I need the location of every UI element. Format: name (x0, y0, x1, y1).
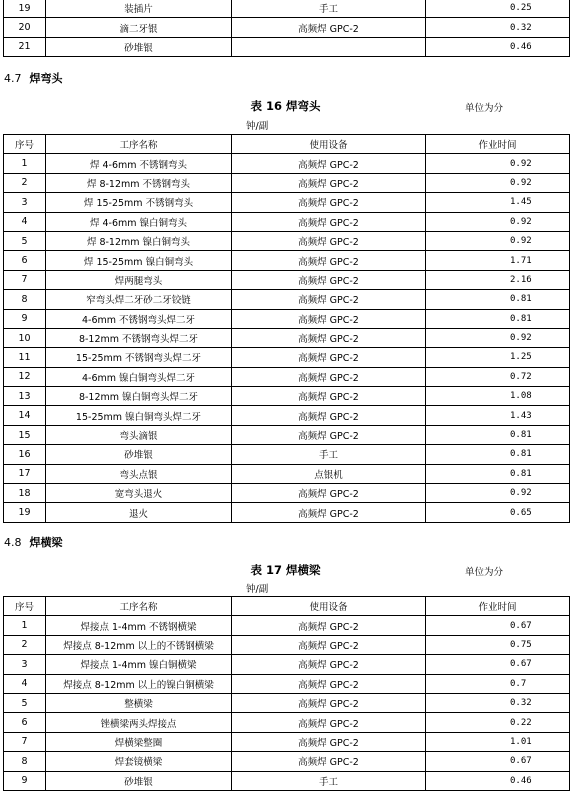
cell-equipment: 高频焊 GPC-2 (232, 503, 426, 522)
cell-no: 2 (4, 173, 46, 192)
cell-equipment: 高频焊 GPC-2 (232, 173, 426, 192)
table-row (4, 251, 570, 270)
table-16-caption: 表 16 焊弯头 (250, 99, 321, 113)
cell-process: 焊 15-25mm 不锈钢弯头 (46, 193, 232, 212)
cell-process: 15-25mm 不锈钢弯头焊二牙 (46, 348, 232, 367)
table-16-body (4, 154, 570, 522)
cell-equipment: 高频焊 GPC-2 (232, 212, 426, 231)
table-row (4, 693, 570, 712)
cell-process: 弯头点银 (46, 464, 232, 483)
cell-no: 2 (4, 635, 46, 654)
table-16-header-row (4, 135, 570, 154)
cell-no: 17 (4, 464, 46, 483)
cell-equipment: 高频焊 GPC-2 (232, 154, 426, 173)
cell-process: 焊 8-12mm 镍白铜弯头 (46, 231, 232, 250)
cell-equipment: 高频焊 GPC-2 (232, 674, 426, 693)
table-16-unit-line2: 钟/副 (246, 121, 269, 132)
cell-equipment: 高频焊 GPC-2 (232, 290, 426, 309)
header-no: 序号 (4, 597, 46, 616)
cell-process: 滴二牙银 (46, 18, 232, 37)
cell-equipment: 高频焊 GPC-2 (232, 732, 426, 751)
cell-equipment: 高频焊 GPC-2 (232, 635, 426, 654)
cell-no: 13 (4, 387, 46, 406)
table-row (4, 713, 570, 732)
cell-time: 1.45 (426, 193, 570, 212)
table-row (4, 464, 570, 483)
cell-equipment (232, 37, 426, 56)
table-row (4, 0, 570, 18)
table-row (4, 270, 570, 289)
section-title: 焊弯头 (29, 72, 63, 85)
table-row (4, 503, 570, 522)
cell-equipment: 高频焊 GPC-2 (232, 655, 426, 674)
cell-time: 1.71 (426, 251, 570, 270)
cell-process: 焊 8-12mm 不锈钢弯头 (46, 173, 232, 192)
cell-no: 16 (4, 445, 46, 464)
header-equipment: 使用设备 (232, 135, 426, 154)
cell-no: 21 (4, 37, 46, 56)
cell-time: 0.25 (426, 0, 570, 18)
cell-time: 0.65 (426, 503, 570, 522)
table-row (4, 406, 570, 425)
cell-no: 7 (4, 270, 46, 289)
cell-time: 0.22 (426, 713, 570, 732)
cell-time: 0.92 (426, 484, 570, 503)
cell-process: 整横梁 (46, 693, 232, 712)
table-16-unit-line1: 单位为分 (465, 103, 504, 114)
cell-time: 1.25 (426, 348, 570, 367)
cell-equipment: 高频焊 GPC-2 (232, 616, 426, 635)
cell-process: 退火 (46, 503, 232, 522)
cell-equipment: 手工 (232, 771, 426, 790)
cell-equipment: 高频焊 GPC-2 (232, 328, 426, 347)
table-row (4, 37, 570, 56)
cell-time: 0.92 (426, 212, 570, 231)
cell-no: 15 (4, 425, 46, 444)
table-row (4, 193, 570, 212)
cell-process: 砂堆银 (46, 771, 232, 790)
cell-no: 14 (4, 406, 46, 425)
table-17-unit-line1: 单位为分 (465, 567, 504, 578)
section-number: 4.7 (4, 72, 22, 85)
cell-process: 锉横梁两头焊接点 (46, 713, 232, 732)
cell-no: 1 (4, 616, 46, 635)
table-17-unit-line2: 钟/副 (246, 584, 269, 595)
table-row (4, 484, 570, 503)
table-row (4, 771, 570, 790)
continued-table (3, 0, 570, 57)
section-heading-4-8 (4, 534, 63, 550)
cell-equipment: 高频焊 GPC-2 (232, 713, 426, 732)
table-row (4, 231, 570, 250)
cell-process: 焊 4-6mm 不锈钢弯头 (46, 154, 232, 173)
table-row (4, 18, 570, 37)
cell-no: 8 (4, 752, 46, 771)
cell-equipment: 高频焊 GPC-2 (232, 309, 426, 328)
table-row (4, 173, 570, 192)
cell-equipment: 高频焊 GPC-2 (232, 484, 426, 503)
table-row (4, 212, 570, 231)
cell-no: 11 (4, 348, 46, 367)
table-row (4, 674, 570, 693)
header-time: 作业时间 (426, 135, 570, 154)
cell-process: 4-6mm 镍白铜弯头焊二牙 (46, 367, 232, 386)
cell-no: 9 (4, 309, 46, 328)
table-row (4, 752, 570, 771)
cell-process: 弯头滴银 (46, 425, 232, 444)
cell-equipment: 高频焊 GPC-2 (232, 251, 426, 270)
cell-process: 焊横梁整圈 (46, 732, 232, 751)
cell-equipment: 高频焊 GPC-2 (232, 18, 426, 37)
table-row (4, 290, 570, 309)
header-no: 序号 (4, 135, 46, 154)
table-row (4, 616, 570, 635)
cell-process: 焊套镜横梁 (46, 752, 232, 771)
cell-process: 15-25mm 镍白铜弯头焊二牙 (46, 406, 232, 425)
cell-time: 0.75 (426, 635, 570, 654)
cell-time: 0.81 (426, 464, 570, 483)
cell-process: 宽弯头退火 (46, 484, 232, 503)
table-row (4, 309, 570, 328)
cell-equipment: 高频焊 GPC-2 (232, 270, 426, 289)
header-time: 作业时间 (426, 597, 570, 616)
table-row (4, 732, 570, 751)
table-row (4, 348, 570, 367)
continued-table-body (4, 0, 570, 57)
cell-process: 焊接点 1-4mm 镍白铜横梁 (46, 655, 232, 674)
cell-equipment: 高频焊 GPC-2 (232, 367, 426, 386)
header-process: 工序名称 (46, 135, 232, 154)
cell-time: 1.43 (426, 406, 570, 425)
cell-no: 3 (4, 193, 46, 212)
cell-equipment: 高频焊 GPC-2 (232, 406, 426, 425)
cell-process: 砂堆银 (46, 445, 232, 464)
cell-time: 0.92 (426, 231, 570, 250)
cell-time: 0.46 (426, 771, 570, 790)
section-number: 4.8 (4, 536, 22, 549)
cell-no: 7 (4, 732, 46, 751)
cell-no: 20 (4, 18, 46, 37)
cell-time: 0.67 (426, 752, 570, 771)
cell-time: 0.32 (426, 18, 570, 37)
cell-no: 10 (4, 328, 46, 347)
cell-time: 0.81 (426, 309, 570, 328)
cell-time: 0.7 (426, 674, 570, 693)
cell-time: 0.67 (426, 655, 570, 674)
cell-no: 6 (4, 713, 46, 732)
cell-time: 1.08 (426, 387, 570, 406)
cell-no: 1 (4, 154, 46, 173)
cell-no: 5 (4, 693, 46, 712)
table-row (4, 635, 570, 654)
cell-equipment: 高频焊 GPC-2 (232, 348, 426, 367)
cell-no: 6 (4, 251, 46, 270)
cell-process: 8-12mm 镍白铜弯头焊二牙 (46, 387, 232, 406)
cell-process: 焊接点 8-12mm 以上的不锈钢横梁 (46, 635, 232, 654)
cell-time: 2.16 (426, 270, 570, 289)
cell-process: 焊 4-6mm 镍白铜弯头 (46, 212, 232, 231)
table-17-body (4, 616, 570, 791)
cell-no: 12 (4, 367, 46, 386)
cell-process: 焊接点 8-12mm 以上的镍白铜横梁 (46, 674, 232, 693)
cell-time: 0.81 (426, 290, 570, 309)
cell-time: 0.46 (426, 37, 570, 56)
cell-process: 4-6mm 不锈钢弯头焊二牙 (46, 309, 232, 328)
table-row (4, 328, 570, 347)
cell-no: 19 (4, 0, 46, 18)
cell-process: 装插片 (46, 0, 232, 18)
cell-no: 8 (4, 290, 46, 309)
table-row (4, 445, 570, 464)
table-row (4, 367, 570, 386)
table-16 (3, 134, 570, 523)
cell-process: 焊 15-25mm 镍白铜弯头 (46, 251, 232, 270)
cell-no: 4 (4, 674, 46, 693)
cell-process: 焊接点 1-4mm 不锈钢横梁 (46, 616, 232, 635)
header-equipment: 使用设备 (232, 597, 426, 616)
table-row (4, 425, 570, 444)
table-17 (3, 596, 570, 791)
cell-time: 1.01 (426, 732, 570, 751)
table-row (4, 154, 570, 173)
cell-equipment: 手工 (232, 445, 426, 464)
table-row (4, 387, 570, 406)
section-title: 焊横梁 (29, 536, 63, 549)
cell-equipment: 点银机 (232, 464, 426, 483)
table-17-header-row (4, 597, 570, 616)
cell-equipment: 高频焊 GPC-2 (232, 387, 426, 406)
table-row (4, 655, 570, 674)
section-heading-4-7 (4, 70, 63, 86)
cell-process: 焊两腿弯头 (46, 270, 232, 289)
cell-time: 0.92 (426, 328, 570, 347)
cell-process: 8-12mm 不锈钢弯头焊二牙 (46, 328, 232, 347)
cell-process: 砂堆银 (46, 37, 232, 56)
cell-time: 0.92 (426, 154, 570, 173)
cell-no: 4 (4, 212, 46, 231)
cell-time: 0.72 (426, 367, 570, 386)
cell-time: 0.81 (426, 425, 570, 444)
cell-equipment: 高频焊 GPC-2 (232, 693, 426, 712)
cell-process: 窄弯头焊二牙砂二牙铰链 (46, 290, 232, 309)
cell-time: 0.32 (426, 693, 570, 712)
cell-no: 9 (4, 771, 46, 790)
cell-equipment: 手工 (232, 0, 426, 18)
cell-time: 0.92 (426, 173, 570, 192)
cell-equipment: 高频焊 GPC-2 (232, 231, 426, 250)
cell-equipment: 高频焊 GPC-2 (232, 425, 426, 444)
cell-no: 19 (4, 503, 46, 522)
cell-no: 18 (4, 484, 46, 503)
cell-no: 5 (4, 231, 46, 250)
header-process: 工序名称 (46, 597, 232, 616)
table-17-caption: 表 17 焊横梁 (250, 563, 321, 577)
cell-equipment: 高频焊 GPC-2 (232, 193, 426, 212)
cell-time: 0.67 (426, 616, 570, 635)
cell-equipment: 高频焊 GPC-2 (232, 752, 426, 771)
cell-time: 0.81 (426, 445, 570, 464)
cell-no: 3 (4, 655, 46, 674)
